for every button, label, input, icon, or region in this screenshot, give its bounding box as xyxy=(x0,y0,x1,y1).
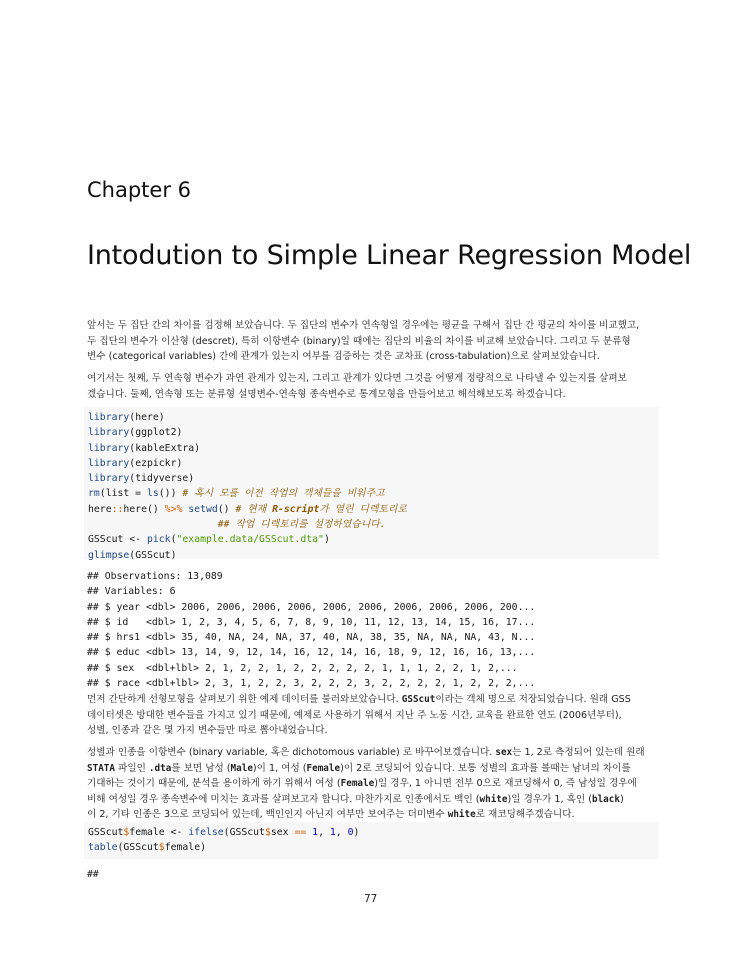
data-description-paragraph xyxy=(87,692,659,739)
text-line: 이 2, 기타 인종은 3으로 코딩되어 있는데, 백인인지 아닌지 여부만 보여주는 더미변수 white로 재코딩해주겠습니다. xyxy=(87,809,575,820)
page-number: 77 xyxy=(364,893,378,905)
text-line: 성별과 인종을 이항변수 (binary variable, 혹은 dichotomous variable) 로 바꾸어보겠습니다. sex는 1, 2로 측정되어 있는데 원래 xyxy=(87,747,645,758)
text-line: 비해 여성일 경우 종속변수에 미치는 효과를 살펴보고자 합니다. 마찬가지로 인종에서도 백인 (white)일 경우가 1, 흑인 (black) xyxy=(87,793,624,805)
page-title: Intodution to Simple Linear Regression Model xyxy=(87,240,692,271)
text-line: 데이터셋은 방대한 변수들을 가지고 있기 때문에, 예제로 사용하기 위해서 지난 주 노동 시간, 교육을 완료한 연도 (2006년부터), xyxy=(87,709,622,721)
code-line: here::here() %>% setwd() # 현재 R-script가 열린 디렉토리로 xyxy=(88,503,407,515)
text-line: 성별, 인종과 같은 몇 가지 변수들만 따로 뽑아내었습니다. xyxy=(87,725,328,736)
code-line: glimpse(GSScut) xyxy=(88,549,177,561)
code-block-setup xyxy=(84,407,659,559)
code-line: GSScut$female <- ifelse(GSScut$sex == 1, 1, 0) xyxy=(88,827,360,838)
text-line: 두 집단의 변수가 이산형 (descret), 특히 이항변수 (binary)일 때에는 집단의 비율의 차이를 비교해 보았습니다. 그리고 두 분류형 xyxy=(87,335,631,347)
code-comment: # 혹시 모를 이전 작업의 객체들을 비워주고 xyxy=(182,488,385,500)
glimpse-output: ## Observations: 13,089 ## Variables: 6 ## $ year <dbl> 2006, 2006, 2006, 2006, 2006, 2006, 2006, 2006, 2006, 200... ## $ id <dbl> 1, 2, 3, 4, 5, 6, 7, 8, 9, 10, 11, 12, 13, 14, 15, 16, 17... ## $ hrs1 <dbl> 35, 40, NA, 24, NA, 37, 40, NA, 38, 35, NA, NA, NA, 43, N... ## $ educ <dbl> 13, 14, 9, 12, 14, 16, 12, 14, 16, 18, 9, 12, 16, 16, 13,... ## $ sex <dbl+lbl> 2, 1, 2, 2, 1, 2, 2, 2, 2, 2, 1, 1, 1, 2, 2, 1, 2,... ## $ race <dbl+lbl> 2, 3, 1, 2, 2, 3, 2, 2, 2, 3, 2, 2, 2, 2, 1, 2, 2, 2,... xyxy=(87,571,536,690)
text-line: 먼저 간단하게 선형모형을 살펴보기 위한 예제 데이터를 불러와보았습니다. GSScut이라는 객체 명으로 저장되었습니다. 원래 GSS xyxy=(87,694,631,705)
text-line: 변수 (categorical variables) 간에 관계가 있는지 여부를 검증하는 것은 교차표 (cross-tabulation)으로 살펴보았습니다. xyxy=(87,351,600,362)
chapter-label: Chapter 6 xyxy=(87,178,191,202)
code-line: library(here) xyxy=(88,412,165,423)
code-line: library(ggplot2) xyxy=(88,427,183,439)
code-line: table(GSScut$female) xyxy=(88,842,206,854)
code-line: library(tidyverse) xyxy=(88,473,195,485)
code-line: library(kableExtra) xyxy=(88,442,201,454)
code-block-recode xyxy=(84,822,659,859)
code-line: library(ezpickr) xyxy=(88,457,183,469)
text-line: 기대하는 것이기 때문에, 분석을 용이하게 하기 위해서 여성 (Female)일 경우, 1 아니면 전부 0으로 재코딩해서 0, 즉 남성일 경우에 xyxy=(87,778,637,789)
code-line: GSScut <- pick("example.data/GSScut.dta") xyxy=(88,534,330,546)
recode-paragraph xyxy=(87,745,659,823)
code-line: ## 작업 디렉토리를 설정하였습니다. xyxy=(217,519,386,531)
intro-paragraph xyxy=(87,318,659,365)
text-line: 여기서는 첫째, 두 연속형 변수가 과연 관계가 있는지, 그리고 관계가 있다면 그것을 어떻게 정량적으로 나타낼 수 있는지를 살펴보 xyxy=(87,373,627,384)
text-line: 앞서는 두 집단 간의 차이를 검정해 보았습니다. 두 집단의 변수가 연속형일 경우에는 평균을 구해서 집단 간 평균의 차이를 비교했고, xyxy=(87,320,640,331)
table-output: ## xyxy=(87,869,99,880)
text-line: 겠습니다. 둘째, 연속형 또는 분류형 설명변수-연속형 종속변수로 통계모형을 만들어보고 해석해보도록 하겠습니다. xyxy=(87,388,566,400)
code-line: rm(list = ls()) # 혹시 모를 이전 작업의 객체들을 비워주고 xyxy=(88,488,385,500)
goals-paragraph xyxy=(87,371,659,402)
text-line: STATA 파일인 .dta를 보면 남성 (Male)이 1, 여성 (Female)이 2로 코딩되어 있습니다. 보통 성별의 효과를 볼때는 남녀의 차이를 xyxy=(87,762,631,774)
